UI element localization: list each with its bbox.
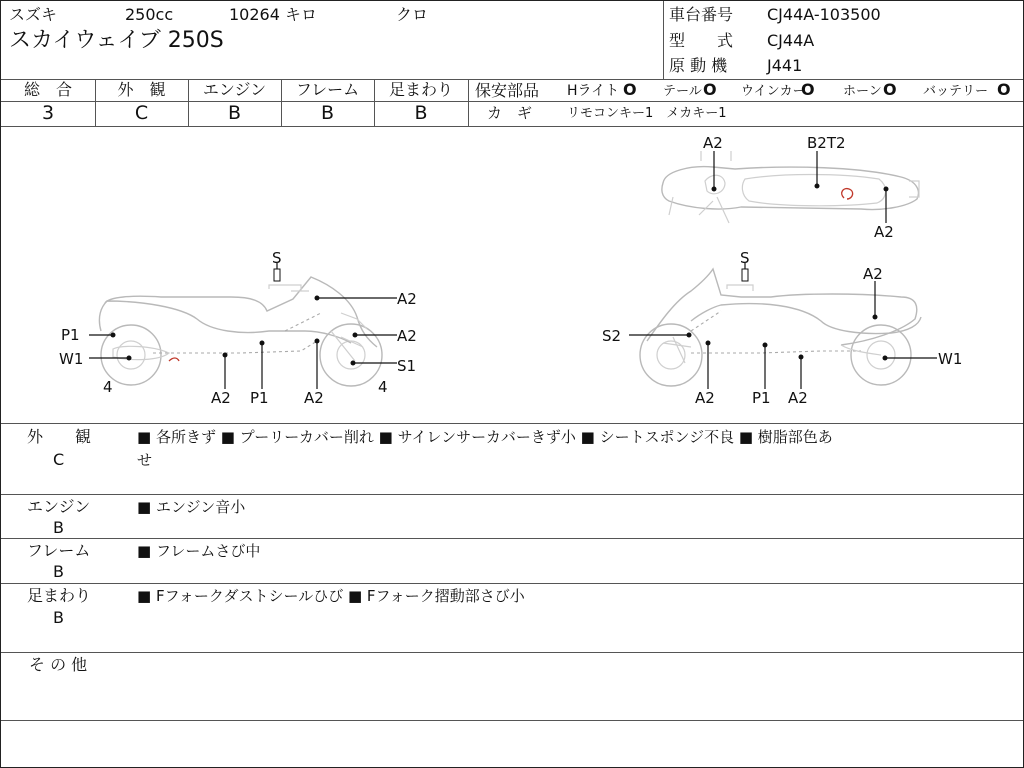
notes-suspension-text: ■ Fフォークダストシールひび ■ Fフォーク摺動部さび小 xyxy=(137,587,525,605)
notes-frame-grade: B xyxy=(53,562,64,581)
key-value: リモコンキー1 メカキー1 xyxy=(567,106,727,121)
label-right-a2-top: A2 xyxy=(863,265,883,283)
label-left-a2-shield: A2 xyxy=(397,290,417,308)
engine-grade: B xyxy=(227,102,242,124)
key-label: カ ギ xyxy=(487,104,533,122)
notes-suspension-grade: B xyxy=(53,608,64,627)
mileage: 10264 キロ xyxy=(229,5,317,24)
label-right-w1: W1 xyxy=(938,350,963,368)
notes-frame-label: フレーム xyxy=(27,541,91,560)
divider xyxy=(1,720,1023,721)
label-left-a2-front: A2 xyxy=(397,327,417,345)
notes-exterior-text-cont: せ xyxy=(137,451,153,469)
label-left-a2-bottom: A2 xyxy=(304,389,324,407)
model-name: スカイウェイブ 250S xyxy=(9,28,224,53)
label-right-p1: P1 xyxy=(752,389,771,407)
overall-label: 総 合 xyxy=(23,80,72,99)
divider xyxy=(1,652,1023,653)
divider xyxy=(1,423,1023,424)
notes-exterior-label: 外 観 xyxy=(27,427,92,446)
frame-number-label: 車台番号 xyxy=(669,5,734,24)
horn-label: ホーン xyxy=(843,84,882,99)
divider xyxy=(1,583,1023,584)
suspension-grade: B xyxy=(414,102,428,124)
notes-exterior-grade: C xyxy=(53,450,65,469)
header-divider xyxy=(663,1,664,79)
label-right-a2-front: A2 xyxy=(695,389,715,407)
displacement: 250cc xyxy=(125,5,174,24)
safety-label: 保安部品 xyxy=(475,81,540,100)
engine-label: 原 動 機 xyxy=(669,56,728,75)
notes-engine-grade: B xyxy=(53,518,64,537)
label-left-p1-floor: P1 xyxy=(250,389,269,407)
winker-label: ウインカー xyxy=(741,84,806,99)
scooter-right-side xyxy=(640,269,921,386)
maker: スズキ xyxy=(9,5,58,24)
damage-diagram xyxy=(1,127,1023,423)
label-left-4-front: 4 xyxy=(378,378,388,396)
divider xyxy=(1,538,1023,539)
label-top-b2t2: B2T2 xyxy=(807,134,846,152)
exterior-grade: C xyxy=(134,102,149,124)
grade-divider xyxy=(468,79,469,126)
label-left-4-rear: 4 xyxy=(103,378,113,396)
label-right-s: S xyxy=(740,249,750,267)
grade-row-divider xyxy=(1,101,1023,102)
notes-engine-label: エンジン xyxy=(27,497,91,516)
notes-other-label: そ の 他 xyxy=(29,655,88,674)
overall-grade: 3 xyxy=(41,102,55,124)
label-left-p1: P1 xyxy=(61,326,80,344)
notes-exterior-text: ■ 各所きず ■ プーリーカバー削れ ■ サイレンサーカバーきず小 ■ シートスポンジ不良 ■ 樹脂部色あ xyxy=(137,428,833,446)
suspension-grade-label: 足まわり xyxy=(388,80,453,99)
divider xyxy=(1,494,1023,495)
color: クロ xyxy=(396,5,429,24)
label-top-a2-rear: A2 xyxy=(874,223,894,241)
label-left-a2-floor: A2 xyxy=(211,389,231,407)
model-code-label: 型 式 xyxy=(669,31,734,50)
label-left-s: S xyxy=(272,249,282,267)
frame-number: CJ44A-103500 xyxy=(767,5,881,24)
frame-grade-label: フレーム xyxy=(295,80,360,99)
battery-label: バッテリー xyxy=(923,84,989,99)
label-left-w1: W1 xyxy=(59,350,84,368)
label-right-a2-floor: A2 xyxy=(788,389,808,407)
horn-status: O xyxy=(883,80,897,99)
exterior-label: 外 観 xyxy=(117,80,166,99)
frame-grade: B xyxy=(320,102,335,124)
label-right-s2: S2 xyxy=(602,327,622,345)
label-left-s1: S1 xyxy=(397,357,417,375)
engine-grade-label: エンジン xyxy=(202,80,267,99)
engine-code: J441 xyxy=(767,56,803,75)
taillight-status: O xyxy=(703,80,717,99)
scooter-left-side xyxy=(99,277,382,386)
winker-status: O xyxy=(801,80,815,99)
notes-engine-text: ■ エンジン音小 xyxy=(137,498,246,516)
headlight-label: Hライト xyxy=(567,83,620,99)
notes-suspension-label: 足まわり xyxy=(27,586,92,605)
headlight-status: O xyxy=(623,80,637,99)
battery-status: O xyxy=(997,80,1011,99)
label-top-a2-front: A2 xyxy=(703,134,723,152)
model-code: CJ44A xyxy=(767,31,815,50)
scooter-top-view xyxy=(662,151,919,223)
notes-frame-text: ■ フレームさび中 xyxy=(137,542,261,560)
taillight-label: テール xyxy=(663,84,702,99)
